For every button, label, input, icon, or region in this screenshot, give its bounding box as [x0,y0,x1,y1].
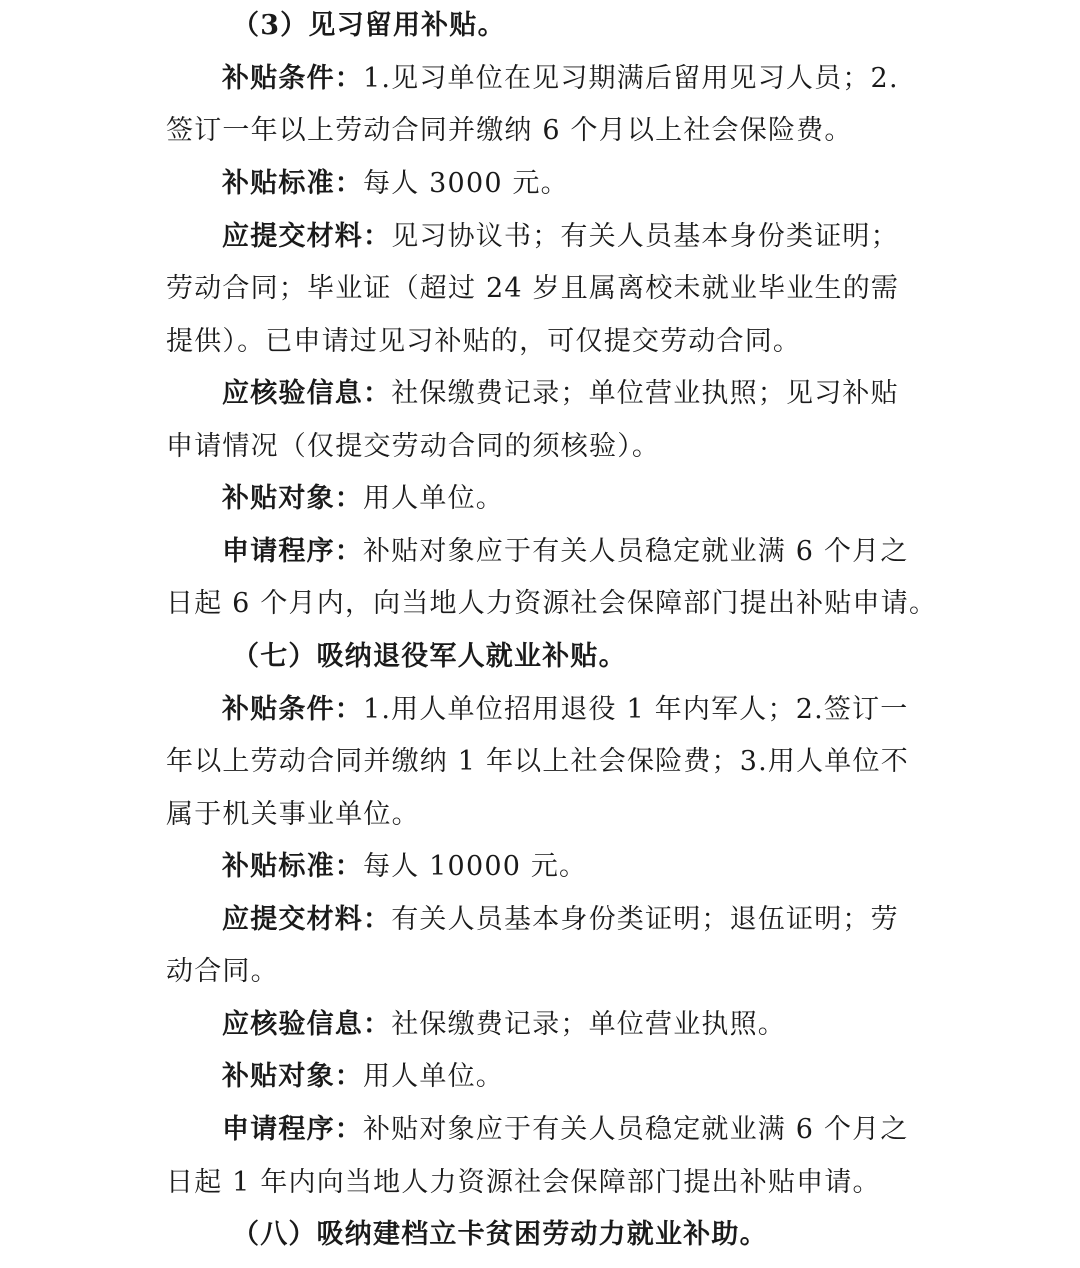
paragraph-line: 属于机关事业单位。 [166,799,420,830]
field-label: 补贴对象： [222,1061,363,1092]
field-text: 补贴对象应于有关人员稳定就业满 6 个月之 [363,1114,909,1145]
field-label: 应核验信息： [222,378,392,409]
field-label: 应核验信息： [222,1009,392,1040]
paragraph-line: 申请情况（仅提交劳动合同的须核验）。 [166,431,661,462]
field-text: 用人单位。 [363,1061,504,1092]
paragraph-line [166,1051,982,1103]
field-label: 补贴标准： [222,168,363,199]
field-label: 申请程序： [222,536,363,567]
paragraph-line: 日起 1 年内向当地人力资源社会保障部门提出补贴申请。 [166,1167,881,1198]
field-label: 补贴标准： [222,851,363,882]
paragraph-line [166,158,982,210]
paragraph-line [166,53,982,105]
field-text: 社保缴费记录；单位营业执照；见习补贴 [391,378,899,409]
field-text: 1.用人单位招用退役 1 年内军人；2.签订一 [363,694,909,725]
field-text: 见习协议书；有关人员基本身份类证明； [391,221,899,252]
paragraph-line [166,999,982,1051]
field-label: 应提交材料： [222,221,392,252]
paragraph-line [166,526,982,578]
paragraph-line: 签订一年以上劳动合同并缴纳 6 个月以上社会保险费。 [166,115,853,146]
field-text: 用人单位。 [363,483,504,514]
field-label: 申请程序： [222,1114,363,1145]
section-heading: （3）见习留用补贴。 [232,10,506,41]
field-text: 每人 10000 元。 [363,851,588,882]
section-heading: （八）吸纳建档立卡贫困劳动力就业补助。 [232,1219,768,1250]
paragraph-line: 年以上劳动合同并缴纳 1 年以上社会保险费；3.用人单位不 [166,746,909,777]
paragraph-line: 提供）。已申请过见习补贴的，可仅提交劳动合同。 [166,326,802,357]
field-text: 1.见习单位在见习期满后留用见习人员；2. [363,63,899,94]
field-label: 补贴条件： [222,694,363,725]
field-text: 有关人员基本身份类证明；退伍证明；劳 [391,904,899,935]
field-text: 社保缴费记录；单位营业执照。 [391,1009,787,1040]
paragraph-line [166,473,982,525]
paragraph-line [166,1104,982,1156]
paragraph-line [166,684,982,736]
paragraph-line [166,211,982,263]
field-label: 应提交材料： [222,904,392,935]
paragraph-line [166,841,982,893]
paragraph-line [166,894,982,946]
paragraph-line: 动合同。 [166,956,279,987]
section-heading: （七）吸纳退役军人就业补贴。 [232,641,627,672]
field-text: 补贴对象应于有关人员稳定就业满 6 个月之 [363,536,909,567]
field-text: 每人 3000 元。 [363,168,569,199]
paragraph-line: 劳动合同；毕业证（超过 24 岁且属离校未就业毕业生的需 [166,273,900,304]
field-label: 补贴对象： [222,483,363,514]
paragraph-line [166,368,982,420]
paragraph-line: 日起 6 个月内，向当地人力资源社会保障部门提出补贴申请。 [166,588,938,619]
field-label: 补贴条件： [222,63,363,94]
